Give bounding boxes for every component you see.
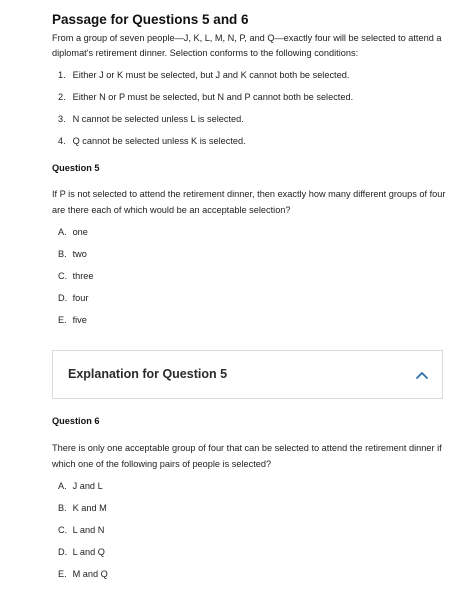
- option-text: L and Q: [72, 547, 105, 557]
- answer-option-c[interactable]: [58, 269, 94, 291]
- option-letter: C.: [58, 271, 68, 281]
- condition-item: [58, 68, 448, 90]
- conditions-list: [58, 68, 448, 156]
- option-letter: D.: [58, 293, 68, 303]
- option-letter: E.: [58, 569, 67, 579]
- explanation-title: Explanation for Question 5: [68, 367, 228, 381]
- option-letter: A.: [58, 227, 67, 237]
- answer-option-c[interactable]: [58, 523, 108, 545]
- option-letter: D.: [58, 547, 68, 557]
- answer-option-d[interactable]: [58, 545, 108, 567]
- option-text: K and M: [72, 503, 107, 513]
- answer-option-a[interactable]: [58, 225, 94, 247]
- condition-text: Either J or K must be selected, but J and K cannot both be selected.: [72, 70, 350, 80]
- passage-intro: From a group of seven people—J, K, L, M, N, P, and Q—exactly four will be selected to attend a diplomat's retirement dinner. Selection conforms to the following conditions:: [52, 33, 442, 58]
- option-letter: A.: [58, 481, 67, 491]
- question-5-heading: Question 5: [52, 163, 100, 173]
- condition-text: Q cannot be selected unless K is selected.: [72, 136, 246, 146]
- option-text: three: [72, 271, 94, 281]
- answer-option-b[interactable]: [58, 247, 94, 269]
- condition-number: 4.: [58, 136, 66, 146]
- condition-item: [58, 134, 448, 156]
- question-5-text: If P is not selected to attend the retirement dinner, then exactly how many different groups of four are there each of which would be an acceptable selection?: [52, 189, 446, 215]
- chevron-up-icon[interactable]: [415, 368, 429, 382]
- question-5-options: [58, 225, 94, 335]
- answer-option-d[interactable]: [58, 291, 94, 313]
- answer-option-e[interactable]: [58, 313, 94, 335]
- passage-title: Passage for Questions 5 and 6: [52, 12, 249, 27]
- condition-item: [58, 112, 448, 134]
- condition-number: 1.: [58, 70, 66, 80]
- option-text: J and L: [72, 481, 103, 491]
- question-6-heading: Question 6: [52, 416, 100, 426]
- option-text: L and N: [72, 525, 105, 535]
- option-letter: B.: [58, 249, 67, 259]
- condition-text: N cannot be selected unless L is selected.: [72, 114, 244, 124]
- option-text: M and Q: [72, 569, 108, 579]
- condition-number: 2.: [58, 92, 66, 102]
- answer-option-b[interactable]: [58, 501, 108, 523]
- question-6-options: [58, 479, 108, 589]
- option-text: two: [72, 249, 87, 259]
- option-letter: B.: [58, 503, 67, 513]
- answer-option-a[interactable]: [58, 479, 108, 501]
- condition-text: Either N or P must be selected, but N and P cannot both be selected.: [72, 92, 354, 102]
- answer-option-e[interactable]: [58, 567, 108, 589]
- option-letter: E.: [58, 315, 67, 325]
- question-6-text: There is only one acceptable group of four that can be selected to attend the retirement dinner if which one of the following pairs of people is selected?: [52, 443, 442, 469]
- condition-number: 3.: [58, 114, 66, 124]
- option-text: one: [72, 227, 88, 237]
- option-letter: C.: [58, 525, 68, 535]
- explanation-accordion[interactable]: [52, 350, 443, 399]
- option-text: five: [72, 315, 87, 325]
- condition-item: [58, 90, 448, 112]
- option-text: four: [72, 293, 89, 303]
